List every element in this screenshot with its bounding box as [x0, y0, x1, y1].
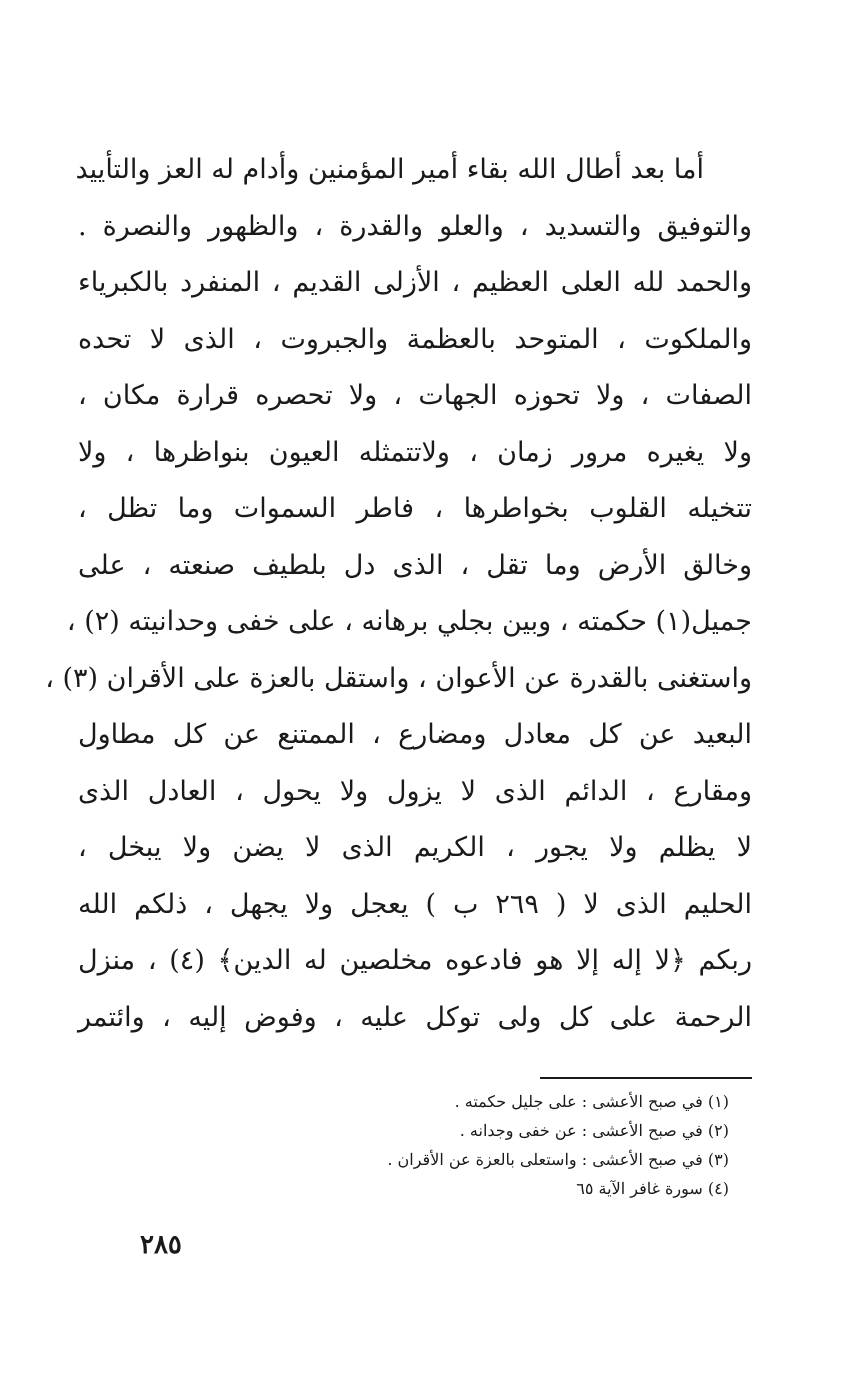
text-line: وخالق الأرض وما تقل ، الذى دل بلطيف صنعته ، على — [78, 549, 752, 581]
text-line: ربكم ﴿لا إله إلا هو فادعوه مخلصين له الدين﴾ (٤) ، منزل — [78, 945, 752, 976]
text-line: الرحمة على كل ولى توكل عليه ، وفوض إليه ، وائتمر — [78, 1001, 752, 1033]
text-line: الصفات ، ولا تحوزه الجهات ، ولا تحصره قرارة مكان ، — [78, 380, 752, 411]
text-line: الحليم الذى لا ( ٢٦٩ ب ) يعجل ولا يجهل ، ذلكم الله — [78, 888, 752, 920]
text-line: جميل(١) حكمته ، وبين بجلي برهانه ، على خفى وحدانيته (٢) ، — [66, 606, 752, 637]
text-line: ولا يغيره مرور زمان ، ولاتتمثله العيون بنواظرها ، ولا — [78, 436, 752, 468]
text-line: واستغنى بالقدرة عن الأعوان ، واستقل بالعزة على الأقران (٣) ، — [45, 662, 752, 694]
text-line: والحمد لله العلى العظيم ، الأزلى القديم ، المنفرد بالكبرياء — [78, 267, 752, 298]
text-line: والتوفيق والتسديد ، والعلو والقدرة ، والظهور والنصرة . — [78, 210, 752, 242]
text-line: تتخيله القلوب بخواطرها ، فاطر السموات وما تظل ، — [78, 493, 752, 524]
page-number: ٢٨٥ — [140, 1230, 182, 1260]
text-line: ومقارع ، الدائم الذى لا يزول ولا يحول ، العادل الذى — [78, 775, 752, 807]
text-line: والملكوت ، المتوحد بالعظمة والجبروت ، الذى لا تحده — [78, 323, 752, 355]
footnote-item: (٣) في صبح الأعشى : واستعلى بالعزة عن الأقران . — [387, 1150, 729, 1169]
footnote-item: (١) في صبح الأعشى : على جليل حكمته . — [454, 1092, 729, 1111]
footnote-item: (٤) سورة غافر الآية ٦٥ — [576, 1179, 729, 1198]
footnotes — [309, 1087, 729, 1203]
text-line: أما بعد أطال الله بقاء أمير المؤمنين وأدام له العز والتأييد — [75, 154, 704, 185]
footnote-item: (٢) في صبح الأعشى : عن خفى وجدانه . — [459, 1121, 729, 1140]
main-text — [45, 142, 752, 1046]
footnote-divider — [540, 1077, 752, 1079]
text-line: البعيد عن كل معادل ومضارع ، الممتنع عن كل مطاول — [78, 719, 752, 750]
text-line: لا يظلم ولا يجور ، الكريم الذى لا يضن ولا يبخل ، — [78, 832, 752, 863]
